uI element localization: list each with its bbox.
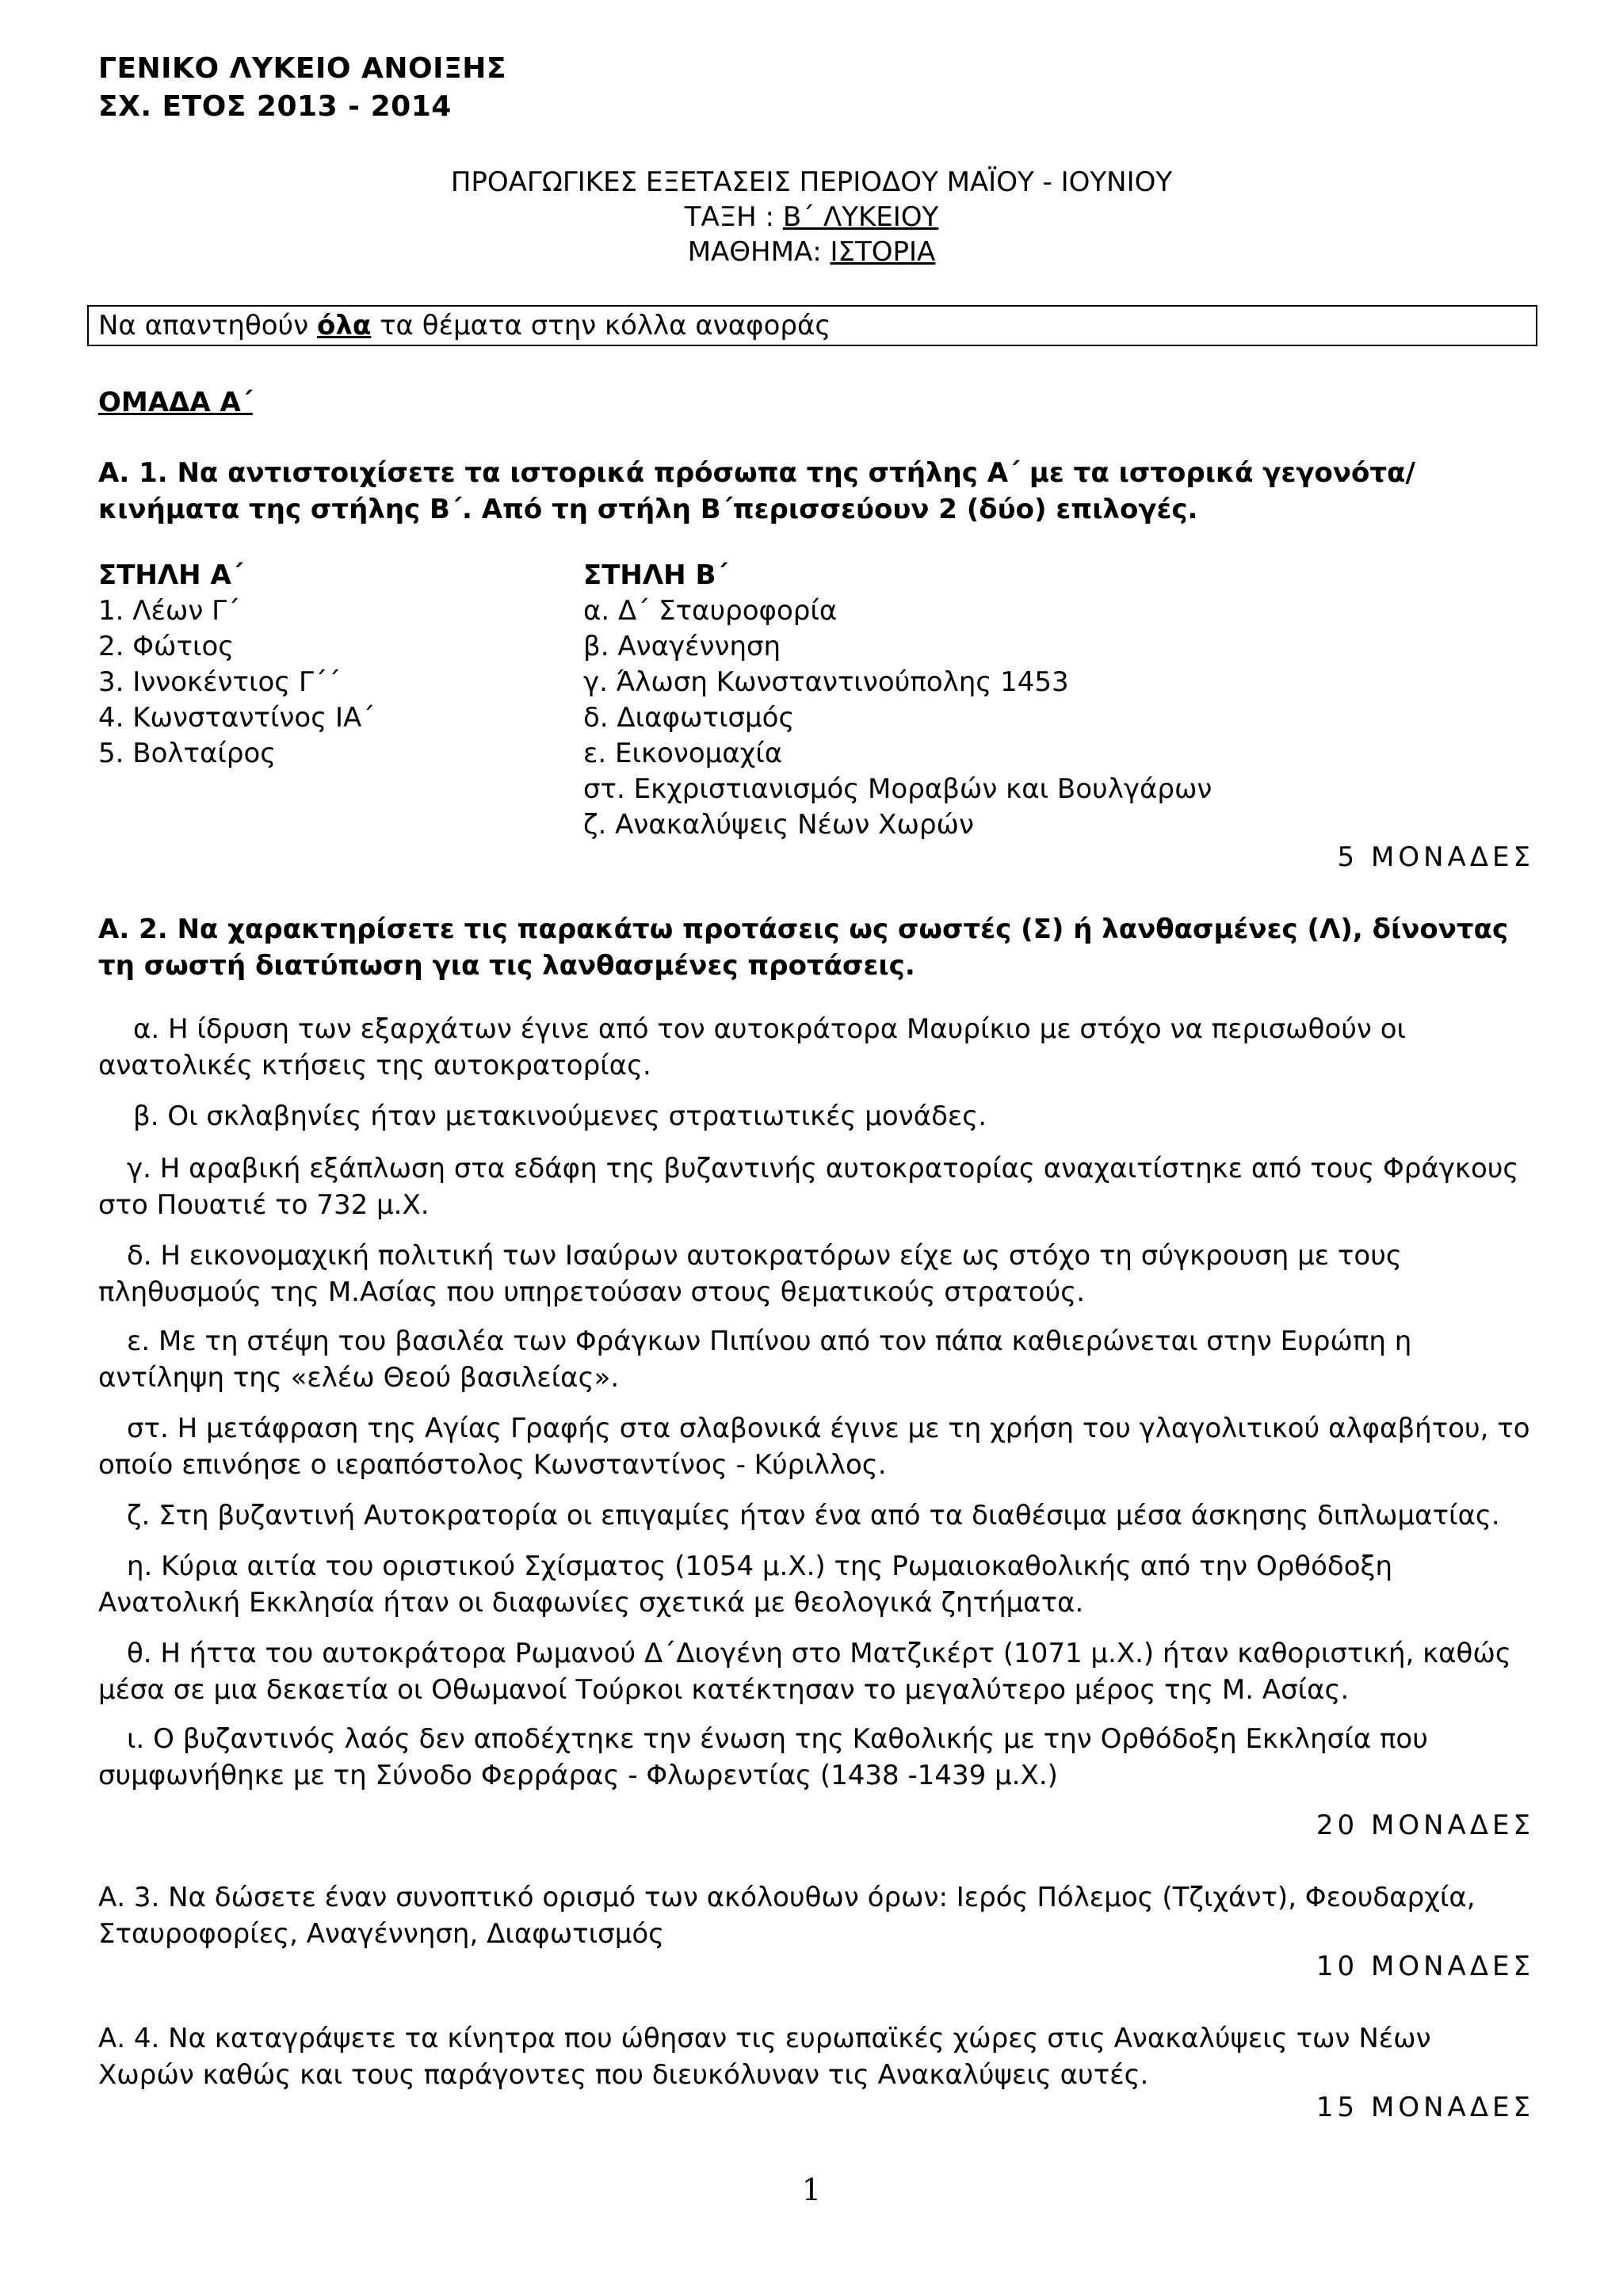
subject-value: ΙΣΤΟΡΙΑ [830,236,936,268]
question-a2: Α. 2. Να χαρακτηρίσετε τις παρακάτω προτάσεις ως σωστές (Σ) ή λανθασμένες (Λ), δίνοντας τη σωστή διατύπωση για τις λανθασμένες προτάσεις. [98,913,1509,982]
column-a-item: 2. Φώτιος [98,631,235,662]
column-a-title: ΣΤΗΛΗ Α΄ [98,559,243,591]
statement-item: δ. Η εικονομαχική πολιτική των Ισαύρων αυτοκρατόρων είχε ως στόχο τη σύγκρουση με τους πληθυσμούς της Μ.Ασίας που υπηρετούσαν στους θεματικούς στρατούς. [98,1240,1402,1308]
subject-line [0,236,1623,268]
instruction-emphasis: όλα [317,310,372,341]
class-label: ΤΑΞΗ : [684,201,783,233]
class-line [0,201,1623,233]
school-name: ΓΕΝΙΚΟ ΛΥΚΕΙΟ ΑΝΟΙΞΗΣ [98,52,506,85]
column-a-item: 3. Ιννοκέντιος Γ΄΄ [98,666,341,698]
column-b-item: στ. Εκχριστιανισμός Μοραβών και Βουλγάρων [583,773,1212,805]
column-b-item: ε. Εικονομαχία [583,738,783,769]
statement-item: β. Οι σκλαβηνίες ήταν μετακινούμενες στρατιωτικές μονάδες. [133,1100,987,1132]
statement-item: θ. Η ήττα του αυτοκράτορα Ρωμανού Δ΄Διογένη στο Ματζικέρτ (1071 μ.Χ.) ήταν καθοριστική, καθώς μέσα σε μια δεκαετία οι Οθωμανοί Τούρκοι κατέκτησαν το μεγαλύτερο μέρος της Μ. Ασίας. [98,1638,1511,1706]
exam-title: ΠΡΟΑΓΩΓΙΚΕΣ ΕΞΕΤΑΣΕΙΣ ΠΕΡΙΟΔΟΥ ΜΑΪΟΥ - ΙΟΥΝΙΟΥ [450,166,1173,198]
instruction-box [87,305,1537,346]
school-year: ΣΧ. ΕΤΟΣ 2013 - 2014 [98,90,452,123]
column-b-title: ΣΤΗΛΗ Β΄ [583,559,728,591]
marks-a2: 20 ΜΟΝΑΔΕΣ [1316,1810,1534,1841]
statement-item: α. Η ίδρυση των εξαρχάτων έγινε από τον αυτοκράτορα Μαυρίκιο με στόχο να περισωθούν οι ανατολικές κτήσεις της αυτοκρατορίας. [98,1013,1407,1081]
column-b-item: γ. Άλωση Κωνσταντινούπολης 1453 [583,666,1069,698]
column-b-item: ζ. Ανακαλύψεις Νέων Χωρών [583,809,974,841]
class-value: Β΄ ΛΥΚΕΙΟΥ [782,201,939,233]
marks-a4: 15 ΜΟΝΑΔΕΣ [1316,2092,1534,2123]
statement-item: στ. Η μετάφραση της Αγίας Γραφής στα σλαβονικά έγινε με τη χρήση του γλαγολιτικού αλφαβήτου, το οποίο επινόησε ο ιεραπόστολος Κωνσταντίνος - Κύριλλος. [98,1413,1530,1481]
subject-label: ΜΑΘΗΜΑ: [687,236,831,268]
statement-item: γ. Η αραβική εξάπλωση στα εδάφη της βυζαντινής αυτοκρατορίας αναχαιτίστηκε από τους Φράγκους στο Πουατιέ το 732 μ.Χ. [98,1153,1519,1221]
column-b-item: β. Αναγέννηση [583,631,781,662]
column-b-item: δ. Διαφωτισμός [583,702,795,734]
column-a-item: 4. Κωνσταντίνος ΙΑ΄ [98,702,376,734]
instruction-after: τα θέματα στην κόλλα αναφοράς [371,310,831,341]
statement-item: ζ. Στη βυζαντινή Αυτοκρατορία οι επιγαμίες ήταν ένα από τα διαθέσιμα μέσα άσκησης διπλωματίας. [127,1500,1500,1531]
question-a3: Α. 3. Να δώσετε έναν συνοπτικό ορισμό των ακόλουθων όρων: Ιερός Πόλεμος (Τζιχάντ), Φεουδαρχία, Σταυροφορίες, Αναγέννηση, Διαφωτισμός [98,1882,1476,1950]
statement-item: ι. Ο βυζαντινός λαός δεν αποδέχτηκε την ένωση της Καθολικής με την Ορθόδοξη Εκκλησία που συμφωνήθηκε με τη Σύνοδο Φερράρας - Φλωρεντίας (1438 -1439 μ.Χ.) [98,1723,1428,1791]
question-a1: Α. 1. Να αντιστοιχίσετε τα ιστορικά πρόσωπα της στήλης Α΄ με τα ιστορικά γεγονότα/κινήματα της στήλης Β΄. Από τη στήλη Β΄περισσεύουν 2 (δύο) επιλογές. [98,457,1415,525]
statement-item: ε. Με τη στέψη του βασιλέα των Φράγκων Πιπίνου από τον πάπα καθιερώνεται στην Ευρώπη η αντίληψη της «ελέω Θεού βασιλείας». [98,1325,1412,1394]
column-b-item: α. Δ΄ Σταυροφορία [583,595,838,627]
column-a-item: 5. Βολταίρος [98,738,277,769]
marks-a1: 5 ΜΟΝΑΔΕΣ [1337,841,1534,873]
instruction-before: Να απαντηθούν [98,310,318,341]
marks-a3: 10 ΜΟΝΑΔΕΣ [1316,1951,1534,1982]
page-number: 1 [801,2172,822,2207]
column-a-item: 1. Λέων Γ΄ [98,595,241,627]
statement-item: η. Κύρια αιτία του οριστικού Σχίσματος (1054 μ.Χ.) της Ρωμαιοκαθολικής από την Ορθόδοξη Ανατολική Εκκλησία ήταν οι διαφωνίες σχετικά με θεολογικά ζητήματα. [98,1550,1393,1619]
question-a4: Α. 4. Να καταγράψετε τα κίνητρα που ώθησαν τις ευρωπαϊκές χώρες στις Ανακαλύψεις των Νέων Χωρών καθώς και τους παράγοντες που διευκόλυναν τις Ανακαλύψεις αυτές. [98,2023,1431,2091]
group-title: ΟΜΑΔΑ Α΄ [98,387,253,418]
